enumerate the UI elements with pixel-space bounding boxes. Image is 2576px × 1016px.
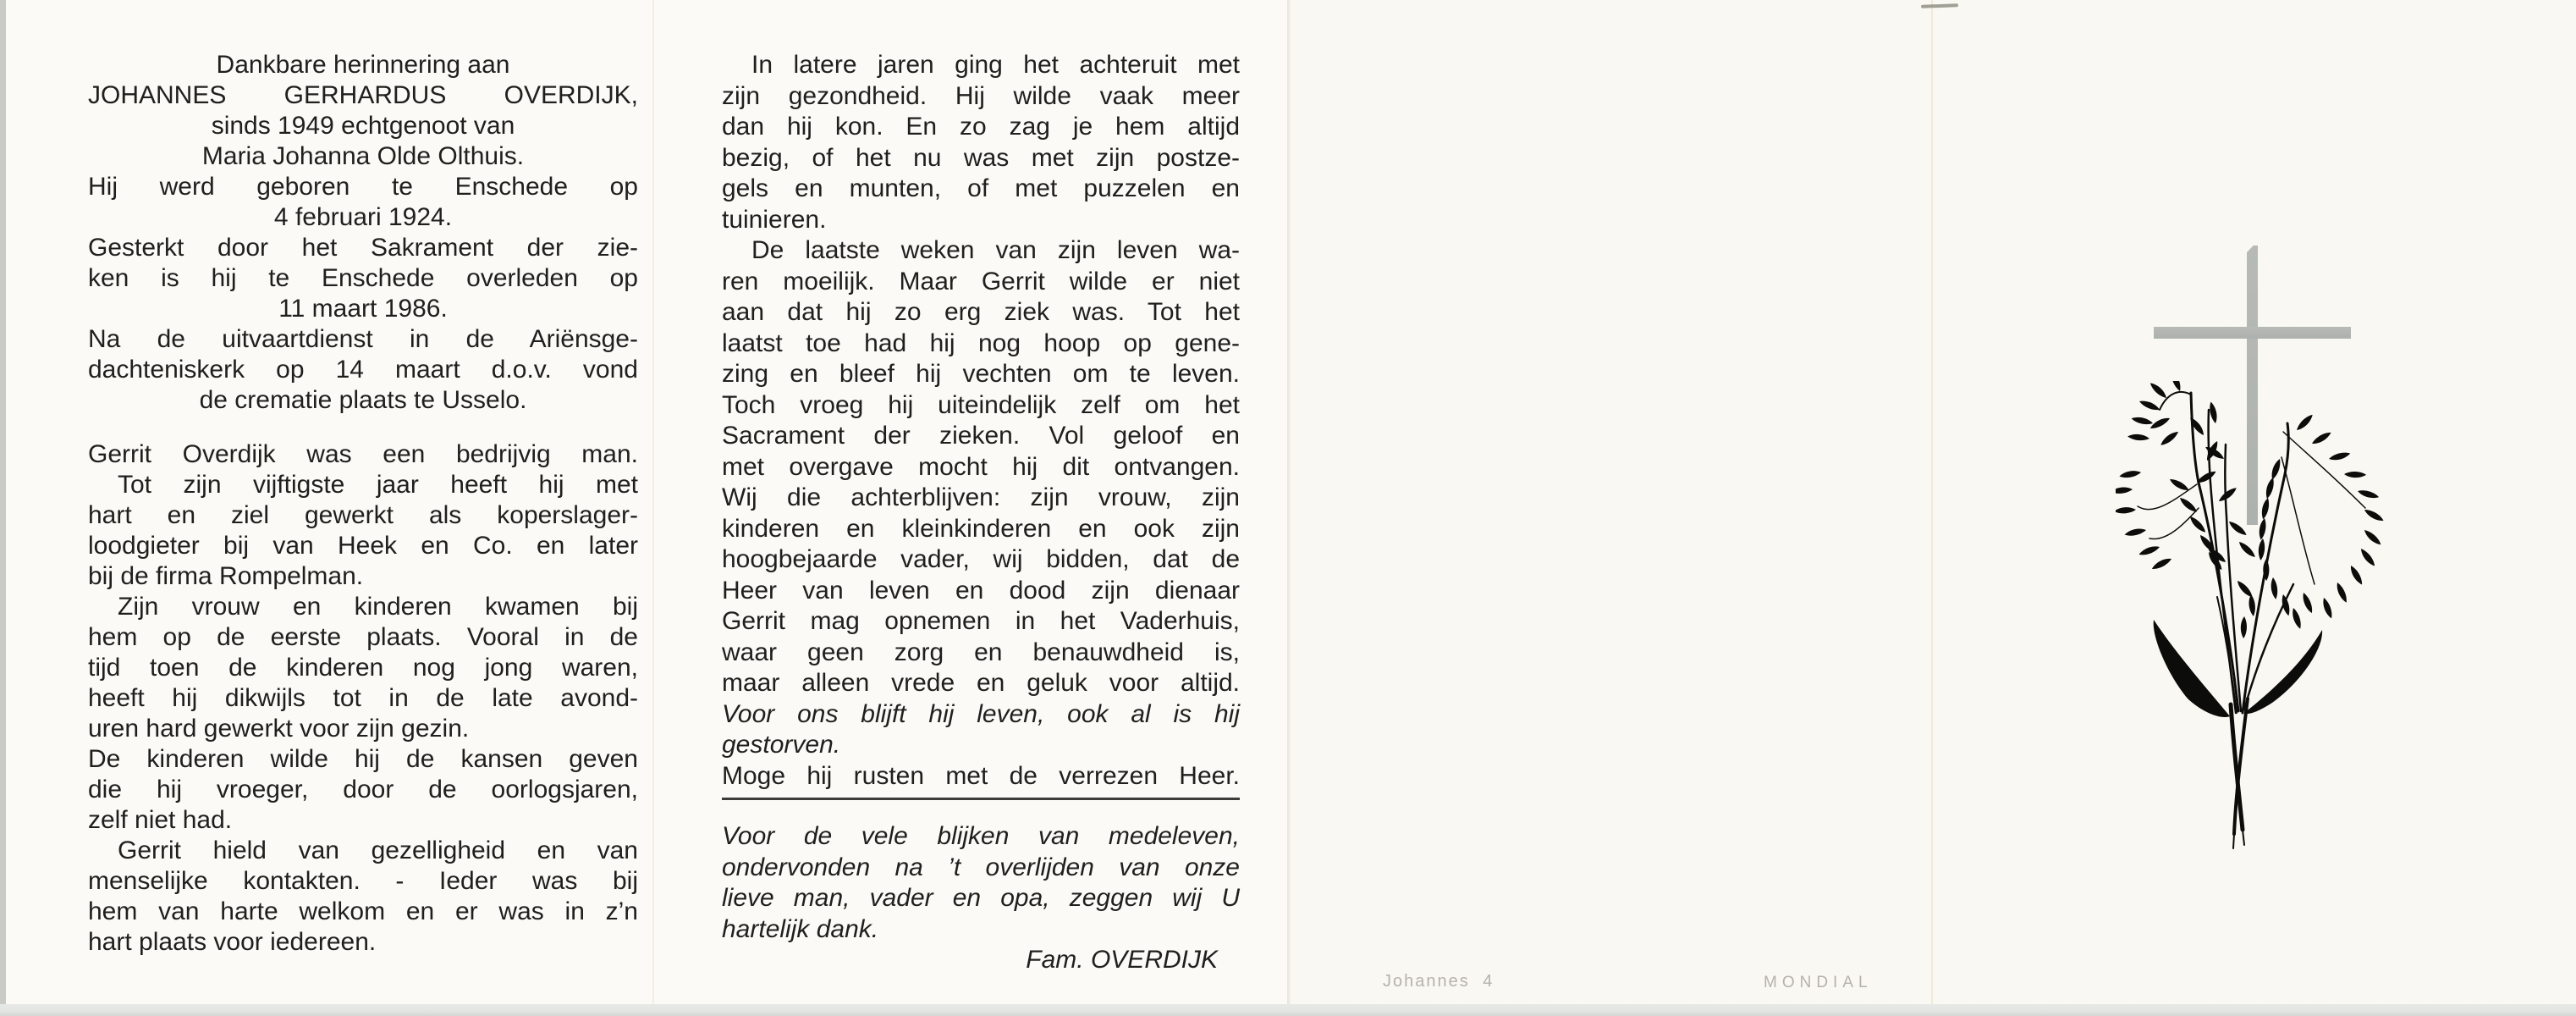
text-line: Tot zijn vijftigste jaar heeft hij met [118,471,638,499]
text-line: Voor ons blijft hij leven, ook al is hij [722,699,1240,728]
text-line: met overgave mocht hij dit ontvangen. [722,452,1240,481]
text-line: De laatste weken van zijn leven wa- [751,236,1240,264]
text-line: hart en ziel gewerkt als koperslager- [88,501,638,529]
text-column-1 [88,50,638,958]
text-line: gestorven. [722,731,841,759]
text-line: menselijke kontakten. - Ieder was bij [88,867,638,895]
oat-stalks-icon [2116,381,2386,855]
text-line: Gerrit hield van gezelligheid en van [118,837,638,864]
text-line: ren moeilijk. Maar Gerrit wilde er niet [722,267,1240,295]
text-line: ondervonden na ’t overlijden van onze [722,853,1240,881]
text-line: ken is hij te Enschede overleden op [88,264,638,292]
text-column-2 [722,50,1240,976]
text-line: Zijn vrouw en kinderen kwamen bij [118,593,638,621]
text-line: hartelijk dank. [722,914,879,943]
cross-icon-arm [2154,327,2351,339]
text-line: hoogbejaarde vader, wij bidden, dat de [722,545,1240,573]
text-line: De kinderen wilde hij de kansen geven [88,745,638,773]
text-line: maar alleen vrede en geluk voor altijd. [722,669,1240,697]
scanner-bottom-edge [0,1004,2576,1016]
text-line: Wij die achterblijven: zijn vrouw, zijn [722,483,1240,511]
text-line: In latere jaren ging het achteruit met [751,51,1240,79]
text-line: Toch vroeg hij uiteindelijk zelf om het [722,390,1240,419]
text-line: Gerrit mag opnemen in het Vaderhuis, [722,607,1240,635]
text-line: JOHANNES GERHARDUS OVERDIJK, [88,81,638,109]
text-line: waar geen zorg en benauwdheid is, [722,638,1240,666]
series-label: Johannes 4 [1383,972,1494,991]
text-line: hart plaats voor iedereen. [88,928,377,956]
text-line: sinds 1949 echtgenoot van [211,112,515,140]
text-line: Dankbare herinnering aan [216,51,510,79]
scanner-left-edge [0,0,6,1004]
text-line: Hij werd geboren te Enschede op [88,173,638,201]
fold-line-outer [1931,0,1933,1004]
text-line: dachteniskerk op 14 maart d.o.v. vond [88,356,638,384]
text-line: laatst toe had hij nog hoop op gene- [722,329,1240,357]
text-line: zelf niet had. [88,806,233,834]
text-line: aan dat hij zo erg ziek was. Tot het [722,298,1240,326]
text-line: Sacrament der zieken. Vol geloof en [722,422,1240,450]
text-line: heeft hij dikwijls tot in de late avond- [88,684,638,712]
divider-rule [722,798,1240,800]
text-line: hem van harte welkom en er was in z’n [88,897,638,925]
text-line: Moge hij rusten met de verrezen Heer. [722,761,1240,790]
text-line: lieve man, vader en opa, zeggen wij U [722,884,1240,912]
text-line: 4 februari 1924. [273,203,453,231]
text-line: Maria Johanna Olde Olthuis. [201,142,525,170]
fold-line-inner [652,0,654,1004]
text-line: Gesterkt door het Sakrament der zie- [88,234,638,262]
text-line: loodgieter bij van Heek en Co. en later [88,532,638,560]
text-line: bezig, of het nu was met zijn postze- [722,143,1240,172]
text-line: zing en bleef hij vechten om te leven. [722,360,1240,388]
text-line: Heer van leven en dood zijn dienaar [722,576,1240,605]
text-line: hem op de eerste plaats. Vooral in de [88,623,638,651]
text-line: die hij vroeger, door de oorlogsjaren, [88,776,638,803]
text-line: bij de firma Rompelman. [88,562,364,590]
text-line: zijn gezondheid. Hij wilde vaak meer [722,81,1240,110]
text-line: Voor de vele blijken van medeleven, [722,822,1240,850]
text-line: Fam. OVERDIJK [1026,946,1218,974]
text-line: tijd toen de kinderen nog jong waren, [88,654,638,682]
text-line: tuinieren. [722,205,827,234]
text-line: Na de uitvaartdienst in de Ariënsge- [88,325,638,353]
text-line: de crematie plaats te Usselo. [199,386,527,414]
printer-brand-label: MONDIAL [1764,974,1873,991]
text-line: Gerrit Overdijk was een bedrijvig man. [88,440,638,468]
text-line: kinderen en kleinkinderen en ook zijn [722,514,1240,543]
paragraph-gap [88,416,638,439]
fold-line-center [1287,0,1291,1004]
text-line: dan hij kon. En zo zag je hem altijd [722,113,1240,141]
text-line: uren hard gewerkt voor zijn gezin. [88,715,470,743]
text-line: gels en munten, of met puzzelen en [722,174,1240,202]
text-line: 11 maart 1986. [278,295,448,323]
